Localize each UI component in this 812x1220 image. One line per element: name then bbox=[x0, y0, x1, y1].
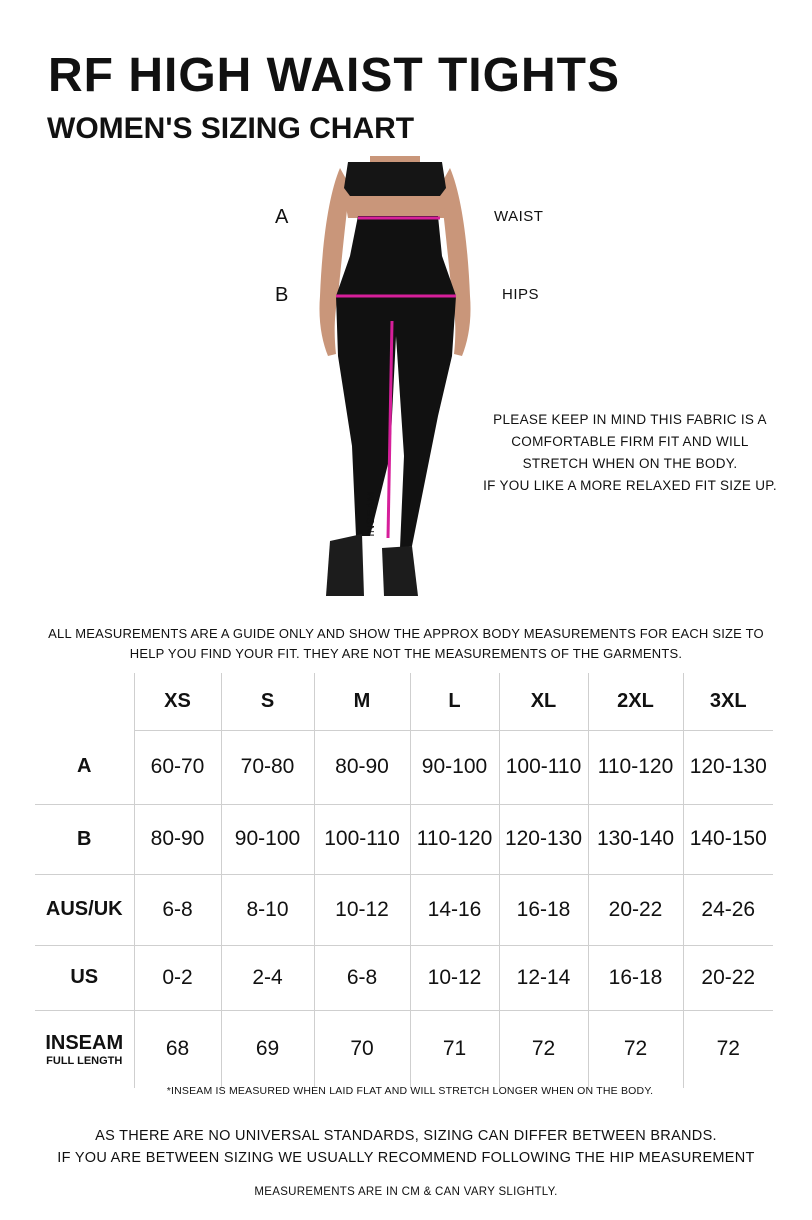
table-cell: 72 bbox=[499, 1010, 588, 1088]
table-cell: 16-18 bbox=[499, 874, 588, 945]
standards-note-line: AS THERE ARE NO UNIVERSAL STANDARDS, SIZING CAN DIFFER BETWEEN BRANDS. bbox=[95, 1128, 717, 1144]
size-header-s: S bbox=[221, 673, 314, 730]
table-cell: 2-4 bbox=[221, 945, 314, 1010]
fabric-note-line: COMFORTABLE FIRM FIT AND WILL bbox=[511, 434, 749, 449]
sports-bra bbox=[344, 162, 446, 196]
table-cell: 70-80 bbox=[221, 730, 314, 804]
table-cell: 20-22 bbox=[588, 874, 683, 945]
table-cell: 72 bbox=[683, 1010, 773, 1088]
table-cell: 120-130 bbox=[499, 804, 588, 874]
table-cell: 140-150 bbox=[683, 804, 773, 874]
table-cell: 24-26 bbox=[683, 874, 773, 945]
label-b: B bbox=[275, 284, 289, 306]
right-shoe bbox=[382, 546, 418, 596]
table-row bbox=[35, 945, 773, 1010]
table-cell: 10-12 bbox=[314, 874, 410, 945]
table-cell: 90-100 bbox=[410, 730, 499, 804]
table-cell: 60-70 bbox=[134, 730, 221, 804]
table-cell: 130-140 bbox=[588, 804, 683, 874]
label-a: A bbox=[275, 206, 289, 228]
table-row bbox=[35, 1010, 773, 1088]
table-row bbox=[35, 874, 773, 945]
row-label-a: A bbox=[35, 730, 134, 804]
table-cell: 20-22 bbox=[683, 945, 773, 1010]
row-label-inseam bbox=[35, 1010, 134, 1088]
size-header-xs: XS bbox=[134, 673, 221, 730]
table-cell: 71 bbox=[410, 1010, 499, 1088]
size-header-2xl: 2XL bbox=[588, 673, 683, 730]
table-cell: 8-10 bbox=[221, 874, 314, 945]
leggings bbox=[336, 216, 456, 548]
size-header-m: M bbox=[314, 673, 410, 730]
table-cell: 110-120 bbox=[410, 804, 499, 874]
table-cell: 6-8 bbox=[314, 945, 410, 1010]
table-cell: 0-2 bbox=[134, 945, 221, 1010]
row-sublabel-full-length: FULL LENGTH bbox=[46, 1054, 123, 1067]
table-cell: 80-90 bbox=[134, 804, 221, 874]
standards-note-line: IF YOU ARE BETWEEN SIZING WE USUALLY RECOMMEND FOLLOWING THE HIP MEASUREMENT bbox=[57, 1150, 755, 1166]
size-header-l: L bbox=[410, 673, 499, 730]
table-cell: 110-120 bbox=[588, 730, 683, 804]
table-cell: 120-130 bbox=[683, 730, 773, 804]
table-cell: 80-90 bbox=[314, 730, 410, 804]
model-figure bbox=[300, 156, 490, 606]
row-label-inseam-text: INSEAM bbox=[45, 1031, 124, 1054]
inseam-footnote: *INSEAM IS MEASURED WHEN LAID FLAT AND WILL STRETCH LONGER WHEN ON THE BODY. bbox=[166, 1085, 654, 1097]
row-label-us: US bbox=[35, 945, 134, 1010]
corner-cell bbox=[35, 673, 134, 730]
table-cell: 90-100 bbox=[221, 804, 314, 874]
table-row bbox=[35, 730, 773, 804]
table-cell: 10-12 bbox=[410, 945, 499, 1010]
table-cell: 12-14 bbox=[499, 945, 588, 1010]
fabric-note bbox=[470, 409, 790, 497]
table-cell: 14-16 bbox=[410, 874, 499, 945]
size-header-row bbox=[35, 673, 773, 730]
row-label-aus-uk: AUS/UK bbox=[35, 874, 134, 945]
table-cell: 68 bbox=[134, 1010, 221, 1088]
guide-note-line: HELP YOU FIND YOUR FIT. THEY ARE NOT THE MEASUREMENTS OF THE GARMENTS. bbox=[129, 646, 683, 661]
left-shoe bbox=[326, 534, 364, 596]
model-illustration bbox=[300, 156, 490, 606]
page-title: RF HIGH WAIST TIGHTS bbox=[48, 49, 620, 102]
table-row bbox=[35, 804, 773, 874]
waist-label: WAIST bbox=[494, 208, 544, 225]
table-cell: 69 bbox=[221, 1010, 314, 1088]
units-note: MEASUREMENTS ARE IN CM & CAN VARY SLIGHTLY. bbox=[254, 1186, 558, 1198]
hips-label: HIPS bbox=[502, 286, 540, 303]
fabric-note-line: PLEASE KEEP IN MIND THIS FABRIC IS A bbox=[493, 412, 767, 427]
fabric-note-line: STRETCH WHEN ON THE BODY. bbox=[522, 456, 738, 471]
guide-note bbox=[20, 624, 792, 664]
inseam-label: INSEAM bbox=[365, 491, 377, 537]
size-header-3xl: 3XL bbox=[683, 673, 773, 730]
table-cell: 16-18 bbox=[588, 945, 683, 1010]
standards-note bbox=[20, 1125, 792, 1169]
table-cell: 100-110 bbox=[314, 804, 410, 874]
fabric-note-line: IF YOU LIKE A MORE RELAXED FIT SIZE UP. bbox=[483, 478, 777, 493]
guide-note-line: ALL MEASUREMENTS ARE A GUIDE ONLY AND SHOW THE APPROX BODY MEASUREMENTS FOR EACH SIZE TO bbox=[48, 626, 764, 641]
size-table bbox=[35, 673, 773, 1088]
size-header-xl: XL bbox=[499, 673, 588, 730]
table-cell: 6-8 bbox=[134, 874, 221, 945]
table-cell: 100-110 bbox=[499, 730, 588, 804]
table-cell: 72 bbox=[588, 1010, 683, 1088]
row-label-b: B bbox=[35, 804, 134, 874]
table-cell: 70 bbox=[314, 1010, 410, 1088]
page-subtitle: WOMEN'S SIZING CHART bbox=[47, 112, 415, 145]
